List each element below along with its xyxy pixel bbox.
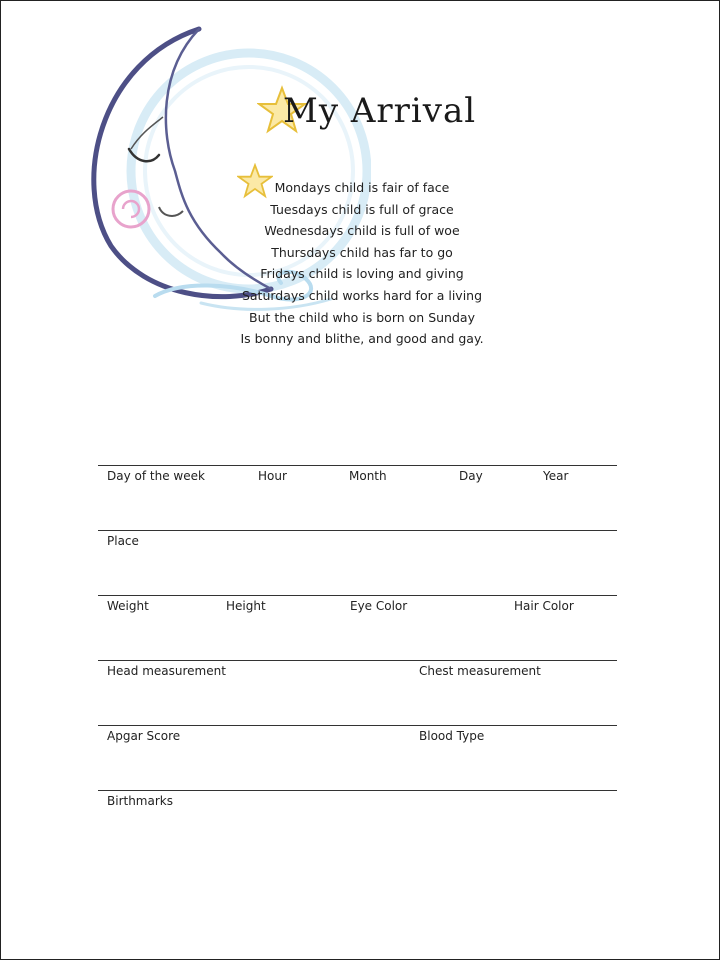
arrival-form [98, 465, 617, 855]
birthmarks-label: Birthmarks [107, 794, 173, 808]
year-label: Year [543, 469, 569, 483]
form-row-place [98, 530, 617, 595]
page-title: My Arrival [283, 91, 477, 131]
day-label: Day [459, 469, 483, 483]
poem-line: But the child who is born on Sunday [249, 309, 475, 325]
form-row-birthmarks [98, 790, 617, 855]
poem-line: Is bonny and blithe, and good and gay. [240, 331, 484, 347]
poem-line: Wednesdays child is full of woe [264, 223, 460, 239]
month-label: Month [349, 469, 387, 483]
weight-label: Weight [107, 599, 149, 613]
poem-line: Tuesdays child is full of grace [270, 201, 454, 217]
form-row-physical [98, 595, 617, 660]
chest-measurement-label: Chest measurement [419, 664, 541, 678]
hour-label: Hour [258, 469, 287, 483]
place-label: Place [107, 534, 139, 548]
form-row-measurements [98, 660, 617, 725]
poem-line: Thursdays child has far to go [271, 244, 453, 260]
hair-color-label: Hair Color [514, 599, 574, 613]
form-row-birth-date [98, 465, 617, 530]
form-row-medical [98, 725, 617, 790]
apgar-score-label: Apgar Score [107, 729, 181, 743]
day-of-week-label: Day of the week [107, 469, 205, 483]
blood-type-label: Blood Type [419, 729, 485, 743]
height-label: Height [226, 599, 266, 613]
head-measurement-label: Head measurement [107, 664, 226, 678]
poem-line: Saturdays child works hard for a living [241, 287, 483, 303]
eye-color-label: Eye Color [350, 599, 408, 613]
poem-line: Fridays child is loving and giving [260, 266, 464, 282]
poem [231, 177, 493, 350]
poem-line: Mondays child is fair of face [274, 180, 450, 195]
